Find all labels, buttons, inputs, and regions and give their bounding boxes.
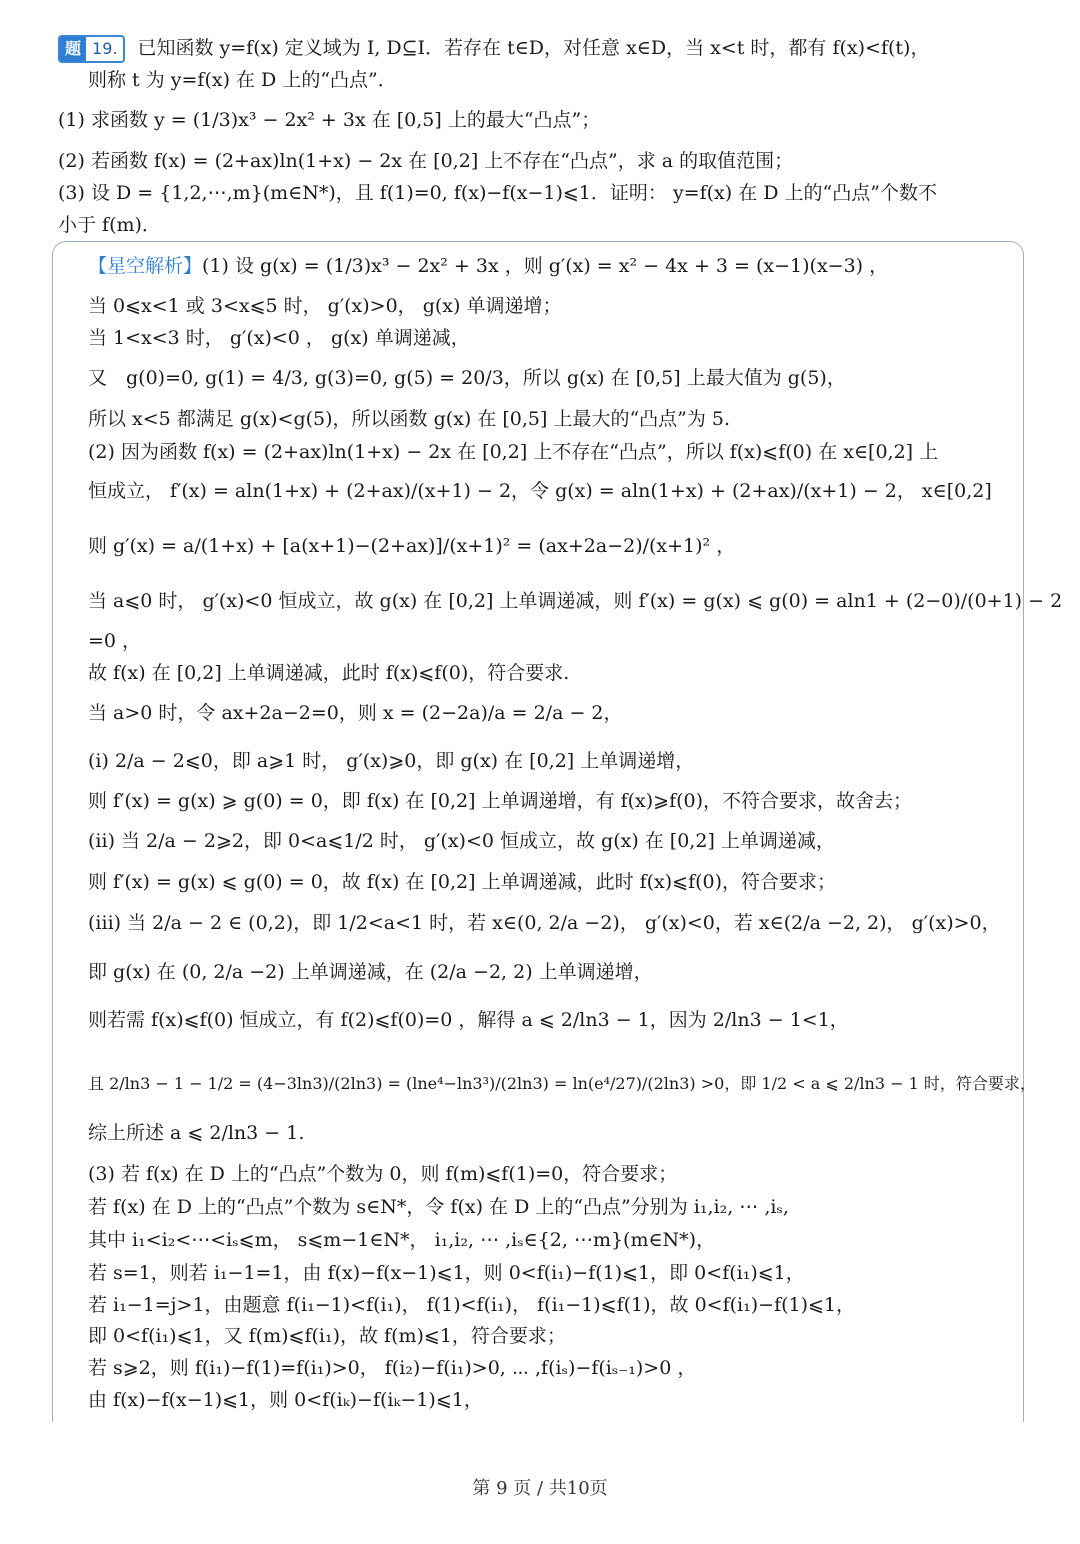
solution-line-21: (3) 若 f(x) 在 D 上的“凸点”个数为 0，则 f(m)⩽f(1)=0，符合要求；: [88, 1163, 678, 1185]
problem-line-4: (3) 设 D = {1,2,⋯,m}(m∈N*)，且 f(1)=0, f(x)−f(x−1)⩽1．证明： y=f(x) 在 D 上的“凸点”个数不: [58, 182, 937, 204]
solution-line-23: 其中 i₁<i₂<⋯<iₛ⩽m， s⩽m−1∈N*， i₁,i₂, ⋯ ,iₛ∈{2, ⋯m}(m∈N*)，: [88, 1229, 716, 1251]
solution-line-8: 当 a⩽0 时， g′(x)<0 恒成立，故 g(x) 在 [0,2] 上单调递减，则 f′(x) = g(x) ⩽ g(0) = aln1 + (2−0)/(0+1) − 2: [88, 590, 1063, 612]
solution-line-17: 即 g(x) 在 (0, 2/a −2) 上单调递减，在 (2/a −2, 2) 上单调递增，: [88, 961, 653, 983]
problem-badge: [58, 35, 125, 63]
solution-line-22: 若 f(x) 在 D 上的“凸点”个数为 s∈N*，令 f(x) 在 D 上的“凸点”分别为 i₁,i₂, ⋯ ,iₛ,: [88, 1196, 789, 1218]
solution-line-7: 则 g′(x) = a/(1+x) + [a(x+1)−(2+ax)]/(x+1)² = (ax+2a−2)/(x+1)² ，: [88, 535, 736, 557]
page-footer: 第 9 页 / 共10页: [472, 1478, 608, 1499]
solution-line-13: 则 f′(x) = g(x) ⩾ g(0) = 0，即 f(x) 在 [0,2] 上单调递增，有 f(x)⩾f(0)，不符合要求，故舍去；: [88, 790, 913, 812]
problem-line-1: 则称 t 为 y=f(x) 在 D 上的“凸点”．: [88, 69, 397, 91]
solution-line-27: 若 s⩾2，则 f(i₁)−f(1)=f(i₁)>0， f(i₂)−f(i₁)>0, ⋯ ,f(iₛ)−f(iₛ₋₁)>0 ，: [88, 1357, 697, 1379]
solution-line-4: 所以 x<5 都满足 g(x)<g(5)，所以函数 g(x) 在 [0,5] 上最大的“凸点”为 5.: [88, 408, 731, 430]
problem-line-2: (1) 求函数 y = (1/3)x³ − 2x² + 3x 在 [0,5] 上的最大“凸点”；: [58, 109, 601, 131]
solution-line-9: =0 ，: [88, 630, 142, 652]
solution-line-15: 则 f′(x) = g(x) ⩽ g(0) = 0，故 f(x) 在 [0,2] 上单调递减，此时 f(x)⩽f(0)，符合要求；: [88, 871, 837, 893]
solution-line-6: 恒成立， f′(x) = aln(1+x) + (2+ax)/(x+1) − 2，令 g(x) = aln(1+x) + (2+ax)/(x+1) − 2， x∈[0,2]: [88, 480, 992, 502]
solution-line-10: 故 f(x) 在 [0,2] 上单调递减，此时 f(x)⩽f(0)，符合要求.: [88, 662, 570, 684]
solution-line-28: 由 f(x)−f(x−1)⩽1，则 0<f(iₖ)−f(iₖ−1)⩽1，: [88, 1389, 483, 1411]
solution-line-5: (2) 因为函数 f(x) = (2+ax)ln(1+x) − 2x 在 [0,2] 上不存在“凸点”，所以 f(x)⩽f(0) 在 x∈[0,2] 上: [88, 441, 939, 463]
solution-tag: 【星空解析】: [88, 255, 203, 277]
solution-line-2: 当 1<x<3 时， g′(x)<0 ， g(x) 单调递减，: [88, 327, 470, 349]
problem-line-0: [58, 33, 929, 63]
solution-line-0: [88, 251, 888, 281]
problem-number: 19.: [92, 39, 118, 58]
solution-line-16: (iii) 当 2/a − 2 ∈ (0,2)，即 1/2<a<1 时，若 x∈(0, 2/a −2)， g′(x)<0，若 x∈(2/a −2, 2)， g′(x)>0，: [88, 912, 1001, 934]
problem-line-3: (2) 若函数 f(x) = (2+ax)ln(1+x) − 2x 在 [0,2] 上不存在“凸点”，求 a 的取值范围；: [58, 150, 794, 172]
solution-line-14: (ii) 当 2/a − 2⩾2，即 0<a⩽1/2 时， g′(x)<0 恒成立，故 g(x) 在 [0,2] 上单调递减，: [88, 830, 835, 852]
solution-line-12: (i) 2/a − 2⩽0，即 a⩾1 时， g′(x)⩾0，即 g(x) 在 [0,2] 上单调递增，: [88, 750, 695, 772]
problem-line-5: 小于 f(m)．: [58, 214, 161, 236]
solution-line-11: 当 a>0 时，令 ax+2a−2=0，则 x = (2−2a)/a = 2/a − 2，: [88, 702, 623, 724]
solution-line-25: 若 i₁−1=j>1，由题意 f(i₁−1)<f(i₁)， f(1)<f(i₁)， f(i₁−1)⩽f(1)，故 0<f(i₁)−f(1)⩽1，: [88, 1294, 856, 1316]
solution-text: (1) 设 g(x) = (1/3)x³ − 2x² + 3x ，则 g′(x) = x² − 4x + 3 = (x−1)(x−3) ，: [202, 255, 889, 277]
problem-text: 已知函数 y=f(x) 定义域为 I, D⊆I．若存在 t∈D，对任意 x∈D，当 x<t 时，都有 f(x)<f(t)，: [137, 37, 930, 59]
solution-line-19: 且 2/ln3 − 1 − 1/2 = (4−3ln3)/(2ln3) = (lne⁴−ln3³)/(2ln3) = ln(e⁴/27)/(2ln3) >0，即 1/2 < a ⩽ 2/ln3 − 1 时，符合要求，: [88, 1074, 1036, 1093]
solution-line-26: 即 0<f(i₁)⩽1，又 f(m)⩽f(i₁)，故 f(m)⩽1，符合要求；: [88, 1325, 566, 1347]
solution-line-3: 又 g(0)=0, g(1) = 4/3, g(3)=0, g(5) = 20/3，所以 g(x) 在 [0,5] 上最大值为 g(5)，: [88, 367, 846, 389]
solution-line-20: 综上所述 a ⩽ 2/ln3 − 1.: [88, 1122, 305, 1144]
solution-line-18: 则若需 f(x)⩽f(0) 恒成立，有 f(2)⩽f(0)=0 ，解得 a ⩽ 2/ln3 − 1，因为 2/ln3 − 1<1，: [88, 1009, 849, 1031]
problem-badge-label: 题: [60, 37, 86, 61]
solution-line-24: 若 s=1，则若 i₁−1=1，由 f(x)−f(x−1)⩽1，则 0<f(i₁)−f(1)⩽1，即 0<f(i₁)⩽1，: [88, 1262, 805, 1284]
solution-line-1: 当 0⩽x<1 或 3<x⩽5 时， g′(x)>0， g(x) 单调递增；: [88, 295, 562, 317]
